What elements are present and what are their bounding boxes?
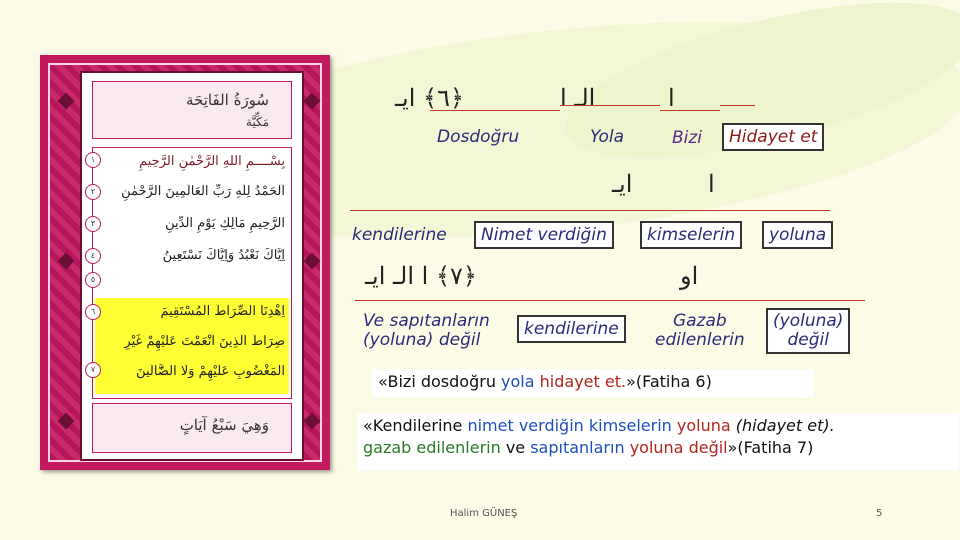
verse-line: اَلْحَمْدُ لِلّٰهِ رَبِّ الْعَالَمِينَ الرَّحْمٰنِ [121,184,285,199]
quote1-open: «Bizi dosdoğru [378,372,502,391]
label-yoluna-degil [766,308,850,354]
connector-line [560,105,660,106]
label-kendilerine: kendilerine [352,225,447,245]
connector-line [430,110,560,111]
quote2-gazab: gazab edilenlerin [363,438,501,457]
verse-number-badge: ٥ [85,272,101,288]
label-bizi: Bizi [672,128,703,148]
quote2-kimselerin: kimselerin [588,416,672,435]
label-gazab-line1: Gazab [672,311,727,331]
connector-line [720,105,755,106]
label-ve-sapitanlarin [356,308,497,354]
quote2-nimet: nimet verdiğin [467,416,584,435]
label-gazab-line2: edilenlerin [655,330,745,350]
arabic-word-3: ﴿٦﴾ ايـ [395,84,465,112]
quote2-line1 [363,415,953,437]
label-ve-sapitanlarin-line1: Ve sapıtanların [363,311,490,331]
verse-number-badge: ٤ [85,248,101,264]
label-yola: Yola [590,127,625,147]
label-yoluna-degil-line2: değil [787,330,829,350]
arabic-word-2: الـ ا [560,84,596,112]
label-kendilerine-2: kendilerine [517,315,626,343]
arabic-word-7: او [680,262,699,290]
mushaf-inner-page [80,71,304,461]
quote2-ve: ve [500,438,531,457]
quote2-line2 [363,437,953,459]
connector-line [355,300,865,301]
quote1-hidayet: hidayet et. [539,372,627,391]
verse-line: بِسْــــمِ اللهِ الرَّحْمٰنِ الرَّحِيمِ [139,154,285,169]
arabic-word-5: ا [708,170,715,198]
verse-number-badge: ١ [85,152,101,168]
quote2-yoluna-degil: yoluna değil [629,438,728,457]
verse-number-badge: ٧ [85,362,101,378]
label-yoluna-degil-line1: (yoluna) [773,311,844,331]
label-kimselerin: kimselerin [640,221,742,249]
quote2-hidayet: (hidayet et). [730,416,835,435]
quote1-yola: yola [501,372,535,391]
verse-line: الْمَغْضُوبِ عَلَيْهِمْ وَلَا الضَّٓالِّينَ [136,364,285,379]
label-dosdogru: Dosdoğru [437,127,520,147]
connector-line [350,210,830,211]
surah-footer-text: وَهِيَ سَبْعُ آيَاتٍ [179,416,269,434]
quote2-start: «Kendilerine [363,416,468,435]
label-ve-sapitanlarin-line2: (yoluna) değil [363,330,481,350]
verse-number-badge: ٣ [85,216,101,232]
connector-line [660,110,720,111]
surah-header [92,81,292,139]
verse-line: اِهْدِنَا الصِّرَاطَ الْمُسْتَقِيمَ [160,304,285,319]
author-footer: Halim GÜNEŞ [450,508,518,519]
label-nimet-verdigin: Nimet verdiğin [474,221,614,249]
arabic-word-6: ﴿٧﴾ ا الـ ايـ [365,262,477,290]
surah-footer [92,403,292,453]
surah-subtitle: مَكِّيَّة [245,115,269,129]
verse-line: اِيَّاكَ نَعْبُدُ وَاِيَّاكَ نَسْتَعِينُ [162,248,285,263]
translation-fatiha-7 [357,413,959,471]
translation-fatiha-6 [372,369,814,397]
verse-number-badge: ٦ [85,304,101,320]
quote2-yoluna: yoluna [676,416,731,435]
label-yoluna: yoluna [762,221,833,249]
surah-text [92,147,292,399]
label-hidayet-et: Hidayet et [722,123,824,151]
page-number: 5 [876,508,883,519]
label-gazab [648,308,752,354]
verse-line: صِرَاطَ الَّذِينَ اَنْعَمْتَ عَلَيْهِمْ غَيْرِ [124,334,285,349]
quote2-close: »(Fatiha 7) [727,438,814,457]
arabic-word-1: ا [668,84,675,112]
quote1-close: »(Fatiha 6) [626,372,712,391]
verse-number-badge: ٢ [85,184,101,200]
mushaf-page [40,55,330,470]
arabic-word-4: ايـ [612,170,633,198]
verse-line: الرَّحِيمِ مَالِكِ يَوْمِ الدِّينِ [165,216,285,231]
surah-title: سُورَةُ الفَاتِحَة [186,91,269,109]
quote2-sapitan: sapıtanların [530,438,625,457]
